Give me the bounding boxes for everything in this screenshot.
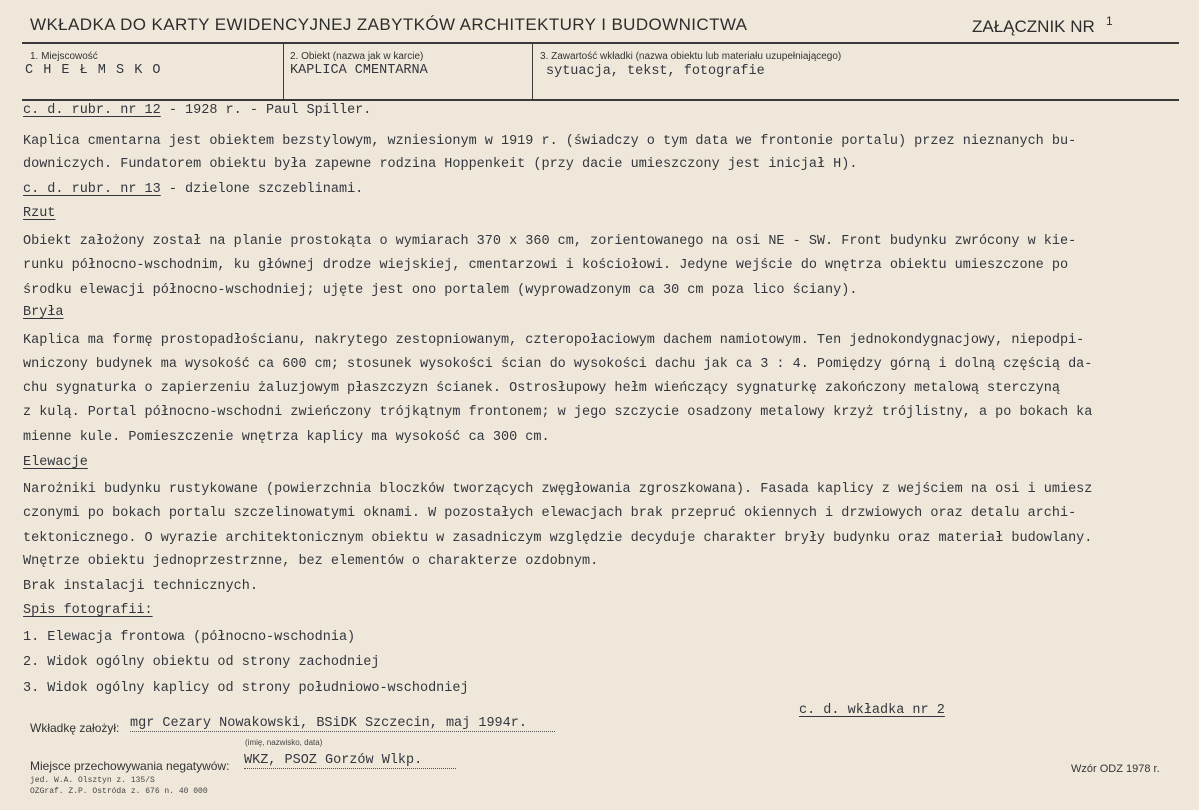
body-line: Kaplica ma formę prostopadłościanu, nakrytego zestopniowanym, czteropołaciowym dachem namiotowym. Ten jednokondygnacjowy, niepodpi- xyxy=(23,333,1085,348)
photo-list-item: 1. Elewacja frontowa (północno-wschodnia) xyxy=(23,630,356,645)
rubric-ref-12-text: - 1928 r. - Paul Spiller. xyxy=(160,103,372,118)
body-line: Obiekt założony został na planie prostokąta o wymiarach 370 x 360 cm, zorientowanego na osi NE - SW. Front budynku zwrócony w kie- xyxy=(23,234,1077,249)
section-heading-spis-fotografii: Spis fotografii: xyxy=(23,603,153,618)
form-title: WKŁADKA DO KARTY EWIDENCYJNEJ ZABYTKÓW ARCHITEKTURY I BUDOWNICTWA xyxy=(30,15,748,34)
place-value: C H E Ł M S K O xyxy=(25,63,162,78)
print-info-line-1: jed. W.A. Olsztyn z. 135/S xyxy=(30,776,155,785)
prepared-by-label: Wkładkę założył: xyxy=(30,721,120,735)
body-line: Brak instalacji technicznych. xyxy=(23,579,258,594)
field-divider-2 xyxy=(532,44,533,99)
body-line: chu sygnaturka o zapierzeniu żaluzjowym płaszczyzn ścianek. Ostrosłupowy hełm wieńczący sygnaturkę zakończony metalową sterczyną xyxy=(23,381,1060,396)
body-line: czonymi po bokach portalu szczelinowatymi oknami. W pozostałych elewacjach brak przepruć okiennych i drzwiowych oraz detalu archi- xyxy=(23,506,1077,521)
body-line: z kulą. Portal północno-wschodni zwieńczony trójkątnym frontonem; w jego szczycie osadzony metalowy krzyż trójlistny, a po bokach ka xyxy=(23,405,1093,420)
place-label: 1. Miejscowość xyxy=(30,51,98,62)
section-heading-rzut: Rzut xyxy=(23,206,56,221)
rubric-ref-13-text: - dzielone szczeblinami. xyxy=(160,182,364,197)
content-label: 3. Zawartość wkładki (nazwa obiektu lub materiału uzupełniającego) xyxy=(540,51,842,62)
body-line: środku elewacji północno-wschodniej; ujęte jest ono portalem (wyprowadzonym ca 30 cm poza lico ściany). xyxy=(23,283,858,298)
object-label: 2. Obiekt (nazwa jak w karcie) xyxy=(290,51,424,62)
rubric-ref-13: c. d. rubr. nr 13 xyxy=(23,182,161,197)
attachment-number: 1 xyxy=(1106,14,1113,28)
prepared-by-hint: (imię, nazwisko, data) xyxy=(245,738,323,747)
content-value: sytuacja, tekst, fotografie xyxy=(546,64,765,79)
header-top-rule xyxy=(22,42,1179,44)
body-line: Kaplica cmentarna jest obiektem bezstylowym, wzniesionym w 1919 r. (świadczy o tym data we frontonie portalu) przez nieznanych bu- xyxy=(23,134,1077,149)
body-line: downiczych. Fundatorem obiektu była zapewne rodzina Hoppenkeit (przy dacie umieszczony jest inicjał H). xyxy=(23,157,858,172)
body-line xyxy=(23,182,363,197)
section-heading-elewacje: Elewacje xyxy=(23,455,88,470)
negatives-location-value: WKZ, PSOZ Gorzów Wlkp. xyxy=(244,753,456,769)
body-line: mienne kule. Pomieszczenie wnętrza kaplicy ma wysokość ca 300 cm. xyxy=(23,430,550,445)
body-line: runku północno-wschodnim, ku głównej drodze wiejskiej, cmentarzowi i kościołowi. Jedyne wejście do wnętrza obiektu umieszczone po xyxy=(23,258,1069,273)
field-divider-1 xyxy=(283,44,284,99)
form-model-label: Wzór ODZ 1978 r. xyxy=(1071,763,1160,775)
prepared-by-value: mgr Cezary Nowakowski, BSiDK Szczecin, maj 1994r. xyxy=(130,716,555,732)
print-info-line-2: OZGraf. Z.P. Ostróda z. 676 n. 40 000 xyxy=(30,787,208,796)
header-bottom-rule xyxy=(22,99,1179,101)
rubric-ref-12: c. d. rubr. nr 12 xyxy=(23,103,161,118)
body-line: tektonicznego. O wyrazie architektonicznym obiektu w zasadniczym względzie decyduje charakter bryły budynku oraz materiał budowlany. xyxy=(23,531,1093,546)
continued-note: c. d. wkładka nr 2 xyxy=(799,703,945,718)
photo-list-item: 2. Widok ogólny obiektu od strony zachodniej xyxy=(23,655,380,670)
body-line: Wnętrze obiektu jednoprzestrznne, bez elementów o charakterze ozdobnym. xyxy=(23,554,599,569)
body-line xyxy=(23,103,371,118)
body-line: wniczony budynek ma wysokość ca 600 cm; stosunek wysokości ścian do wysokości dachu jak ca 3 : 4. Pomiędzy górną i dolną częścią da- xyxy=(23,357,1093,372)
photo-list-item: 3. Widok ogólny kaplicy od strony południowo-wschodniej xyxy=(23,681,469,696)
negatives-location-label: Miejsce przechowywania negatywów: xyxy=(30,759,230,773)
object-value: KAPLICA CMENTARNA xyxy=(290,63,428,78)
body-line: Narożniki budynku rustykowane (powierzchnia bloczków tworzących zwęgłowania zgroszkowana). Fasada kaplicy z wejściem na osi i umiesz xyxy=(23,482,1093,497)
attachment-label: ZAŁĄCZNIK NR xyxy=(972,17,1095,36)
section-heading-bryla: Bryła xyxy=(23,305,64,320)
